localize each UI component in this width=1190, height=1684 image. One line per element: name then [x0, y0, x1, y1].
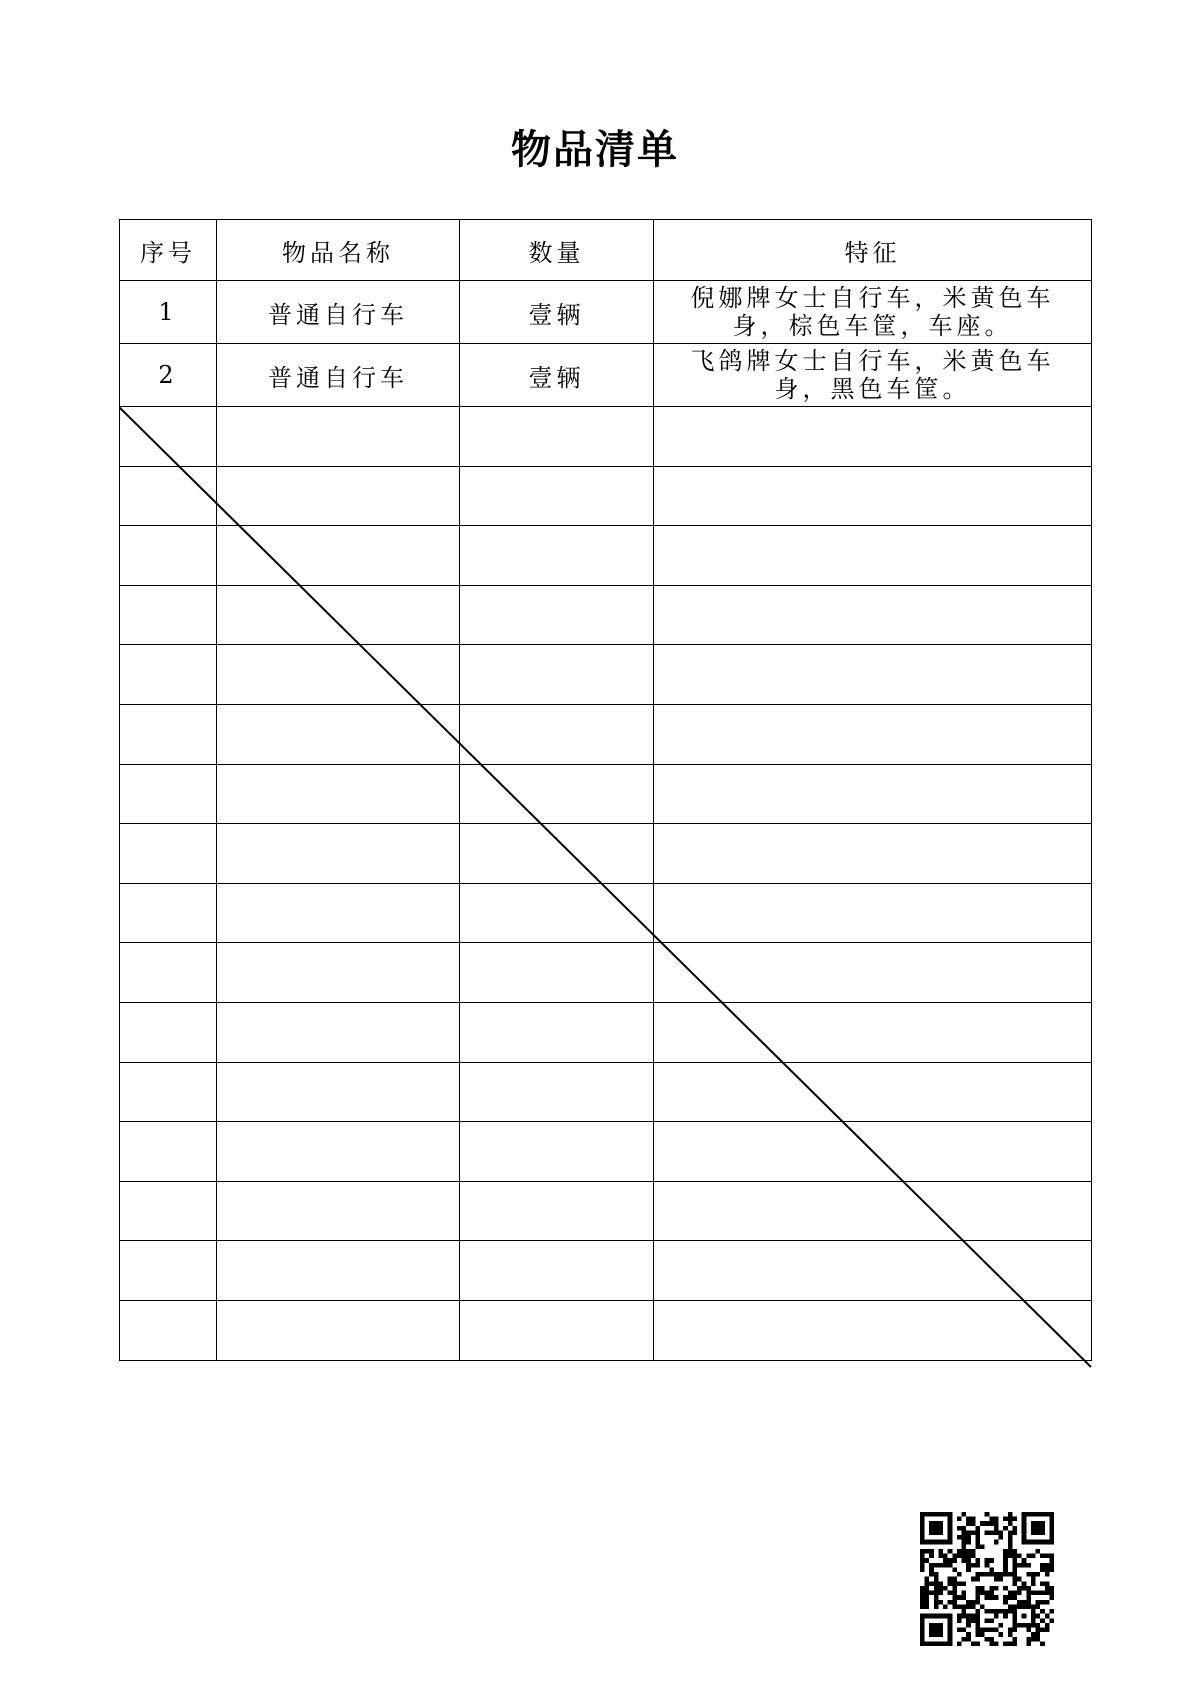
empty-cell	[460, 704, 654, 764]
cell-name: 普通自行车	[217, 344, 460, 407]
empty-cell	[217, 526, 460, 586]
empty-cell	[120, 704, 217, 764]
table-header-row	[120, 220, 1092, 281]
empty-cell	[120, 883, 217, 943]
empty-row	[120, 1241, 1092, 1301]
empty-cell	[654, 585, 1092, 645]
empty-cell	[460, 824, 654, 884]
empty-cell	[217, 1002, 460, 1062]
empty-cell	[654, 1300, 1092, 1360]
empty-cell	[654, 1181, 1092, 1241]
empty-cell	[654, 883, 1092, 943]
feature-text: 飞鸽牌女士自行车，米黄色车身，黑色车筐。	[690, 347, 1055, 403]
empty-cell	[217, 943, 460, 1003]
table-row	[120, 344, 1092, 407]
empty-cell	[654, 407, 1092, 467]
empty-row	[120, 1181, 1092, 1241]
empty-cell	[120, 1181, 217, 1241]
empty-cell	[217, 585, 460, 645]
empty-cell	[460, 1062, 654, 1122]
empty-cell	[460, 466, 654, 526]
qr-code-icon	[920, 1512, 1054, 1646]
empty-cell	[120, 585, 217, 645]
feature-text: 倪娜牌女士自行车，米黄色车身，棕色车筐，车座。	[690, 284, 1055, 340]
empty-row	[120, 1002, 1092, 1062]
empty-cell	[217, 1300, 460, 1360]
empty-row	[120, 645, 1092, 705]
empty-cell	[120, 824, 217, 884]
empty-cell	[654, 1062, 1092, 1122]
empty-cell	[460, 1122, 654, 1182]
empty-cell	[217, 1122, 460, 1182]
empty-cell	[460, 943, 654, 1003]
cell-feature	[654, 344, 1092, 407]
empty-cell	[654, 943, 1092, 1003]
empty-cell	[654, 1122, 1092, 1182]
empty-cell	[120, 1241, 217, 1301]
empty-cell	[654, 1241, 1092, 1301]
cell-index: 2	[120, 344, 217, 407]
empty-cell	[654, 1002, 1092, 1062]
empty-cell	[120, 526, 217, 586]
empty-cell	[217, 466, 460, 526]
empty-cell	[217, 1181, 460, 1241]
empty-row	[120, 1122, 1092, 1182]
empty-cell	[217, 883, 460, 943]
cell-index: 1	[120, 281, 217, 344]
empty-row	[120, 704, 1092, 764]
empty-cell	[120, 1300, 217, 1360]
cell-quantity: 壹辆	[460, 344, 654, 407]
empty-row	[120, 764, 1092, 824]
empty-cell	[217, 407, 460, 467]
empty-cell	[120, 645, 217, 705]
empty-cell	[120, 1002, 217, 1062]
empty-row	[120, 824, 1092, 884]
empty-cell	[120, 1122, 217, 1182]
empty-cell	[654, 824, 1092, 884]
empty-cell	[460, 1300, 654, 1360]
empty-cell	[217, 1241, 460, 1301]
empty-cell	[217, 1062, 460, 1122]
empty-cell	[460, 645, 654, 705]
empty-cell	[654, 526, 1092, 586]
header-feature: 特征	[654, 220, 1092, 281]
cell-quantity: 壹辆	[460, 281, 654, 344]
empty-cell	[217, 645, 460, 705]
item-list-table	[119, 219, 1092, 1361]
empty-cell	[120, 1062, 217, 1122]
empty-row	[120, 1300, 1092, 1360]
empty-cell	[460, 764, 654, 824]
empty-cell	[460, 585, 654, 645]
empty-row	[120, 1062, 1092, 1122]
empty-cell	[460, 526, 654, 586]
empty-cell	[120, 466, 217, 526]
table-row	[120, 281, 1092, 344]
empty-cell	[654, 466, 1092, 526]
empty-cell	[654, 645, 1092, 705]
empty-row	[120, 466, 1092, 526]
empty-cell	[217, 824, 460, 884]
empty-cell	[460, 1241, 654, 1301]
empty-cell	[460, 407, 654, 467]
page-title: 物品清单	[511, 126, 679, 173]
empty-cell	[217, 704, 460, 764]
empty-row	[120, 585, 1092, 645]
empty-row	[120, 883, 1092, 943]
header-name: 物品名称	[217, 220, 460, 281]
empty-cell	[654, 704, 1092, 764]
empty-cell	[217, 764, 460, 824]
empty-cell	[120, 943, 217, 1003]
cell-feature	[654, 281, 1092, 344]
header-index: 序号	[120, 220, 217, 281]
empty-row	[120, 407, 1092, 467]
header-quantity: 数量	[460, 220, 654, 281]
empty-cell	[460, 1181, 654, 1241]
empty-row	[120, 526, 1092, 586]
empty-row	[120, 943, 1092, 1003]
empty-cell	[460, 1002, 654, 1062]
empty-cell	[120, 764, 217, 824]
empty-cell	[120, 407, 217, 467]
cell-name: 普通自行车	[217, 281, 460, 344]
empty-cell	[654, 764, 1092, 824]
empty-cell	[460, 883, 654, 943]
